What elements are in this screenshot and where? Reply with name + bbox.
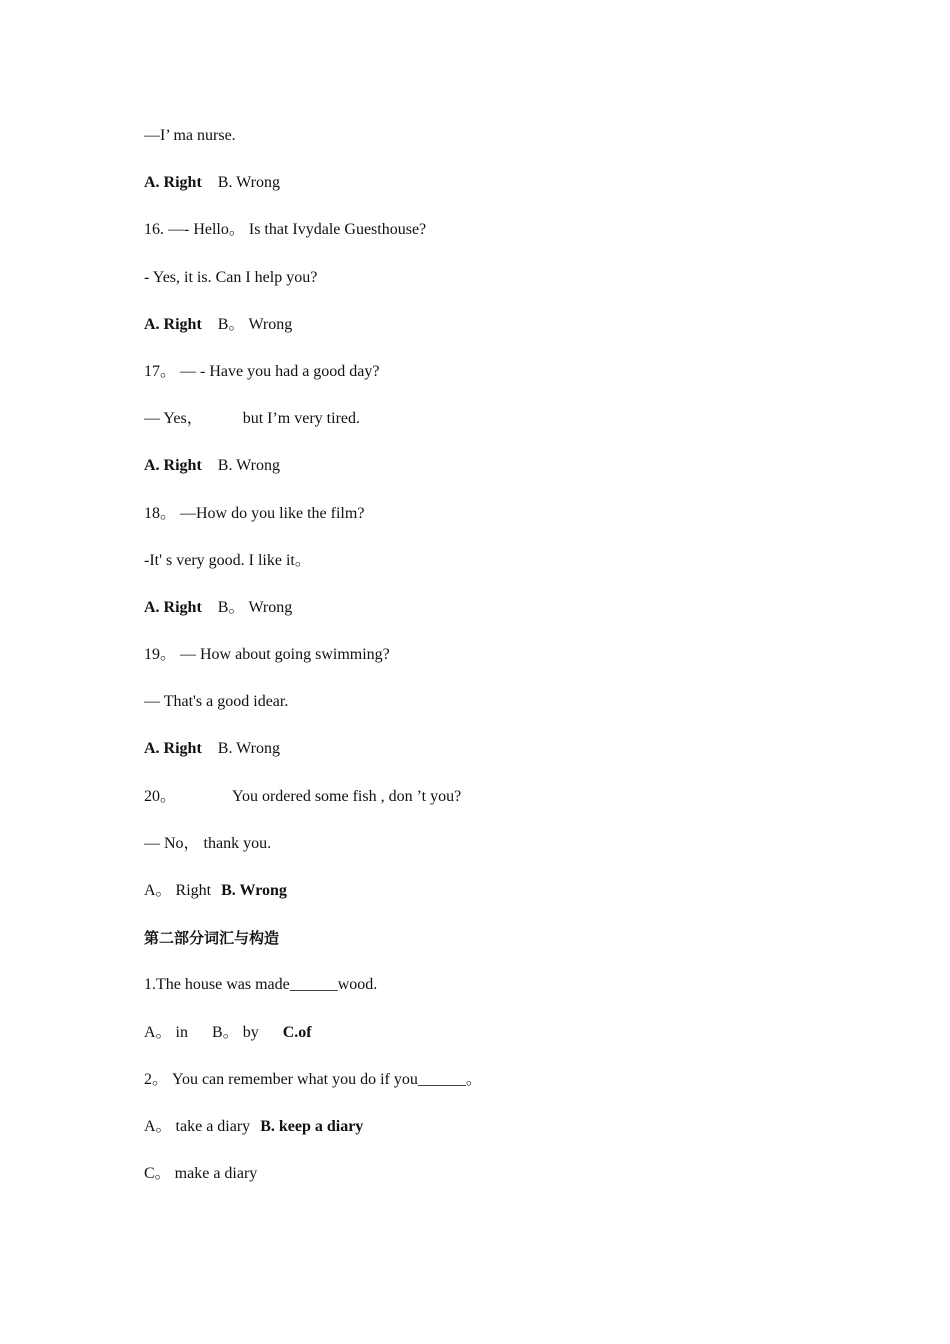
option-a: A。 Right xyxy=(144,882,212,899)
answer-line xyxy=(144,124,844,171)
answer-line xyxy=(144,690,844,737)
question-text: 18。 —How do you like the film? xyxy=(144,504,365,522)
question-19 xyxy=(144,643,844,690)
option-a-answer: A. Right xyxy=(144,457,202,475)
answer-line xyxy=(144,407,844,454)
dialogue-text: — That's a good idear. xyxy=(144,693,289,711)
option-b: B. Wrong xyxy=(217,174,280,192)
option-a: A。 in xyxy=(144,1023,189,1041)
vocab-question-1 xyxy=(144,973,844,1020)
dialogue-text: — Yes， xyxy=(144,410,203,428)
question-text: 1.The house was made______wood. xyxy=(144,976,378,994)
question-text: You ordered some fish , don ’t you? xyxy=(232,787,462,805)
option-a-answer: A. Right xyxy=(144,740,202,758)
option-c: C。 make a diary xyxy=(144,1165,258,1183)
option-a-answer: A. Right xyxy=(144,315,202,333)
page-content xyxy=(144,124,844,1209)
dialogue-text: —I’ ma nurse. xyxy=(144,127,236,144)
question-text: 16. —- Hello。 Is that Ivydale Guesthouse? xyxy=(144,221,427,239)
option-b-answer: B. Wrong xyxy=(221,882,287,899)
question-text: 2。 You can remember what you do if you______。 xyxy=(144,1070,482,1088)
options-line xyxy=(144,737,844,784)
question-20 xyxy=(144,785,844,832)
options-line xyxy=(144,1115,844,1162)
option-b: B。 Wrong xyxy=(217,598,293,616)
option-b: B. Wrong xyxy=(217,740,280,758)
option-a: A。 take a diary xyxy=(144,1117,251,1135)
answer-line xyxy=(144,266,844,313)
option-b: B. Wrong xyxy=(217,457,280,475)
dialogue-text: -It' s very good. I like it。 xyxy=(144,551,311,569)
dialogue-text: — No， thank you. xyxy=(144,834,272,852)
dialogue-text: - Yes, it is. Can I help you? xyxy=(144,268,318,286)
question-text: 17。 — - Have you had a good day? xyxy=(144,362,380,380)
question-16 xyxy=(144,218,844,265)
options-line xyxy=(144,313,844,360)
options-line xyxy=(144,879,844,926)
answer-line xyxy=(144,549,844,596)
options-line xyxy=(144,596,844,643)
question-text: 19。 — How about going swimming? xyxy=(144,646,390,664)
options-line xyxy=(144,171,844,218)
question-18 xyxy=(144,502,844,549)
options-line xyxy=(144,454,844,501)
question-number: 20。 xyxy=(144,787,177,805)
option-b-answer: B. keep a diary xyxy=(260,1117,364,1135)
vocab-question-2 xyxy=(144,1068,844,1115)
option-b: B。 Wrong xyxy=(217,315,293,333)
options-line xyxy=(144,1162,844,1209)
dialogue-text: but I’m very tired. xyxy=(242,410,360,428)
option-b: B。 by xyxy=(212,1023,259,1041)
question-17 xyxy=(144,360,844,407)
section-heading: 第二部分词汇与构造 xyxy=(144,929,280,948)
option-c-answer: C.of xyxy=(282,1023,312,1041)
option-a-answer: A. Right xyxy=(144,598,202,616)
answer-line xyxy=(144,832,844,879)
option-a-answer: A. Right xyxy=(144,174,202,192)
options-line xyxy=(144,1021,844,1068)
